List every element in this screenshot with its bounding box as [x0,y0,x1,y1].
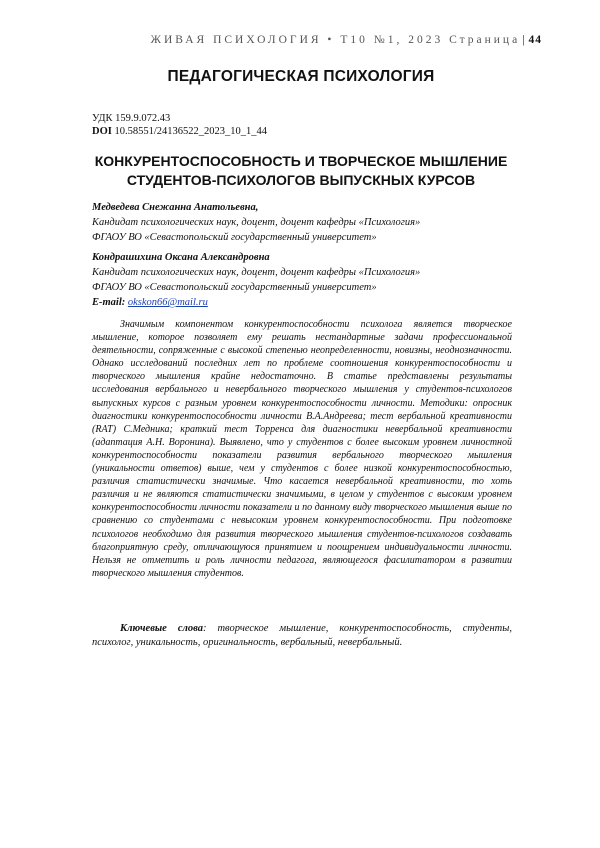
keywords-text: творческое мышление, конкурентоспособность, студенты, психолог, уникальность, оригинальность, вербальный, невербальный. [92,623,513,648]
keywords-colon: : [203,623,207,634]
article-title-line-2: СТУДЕНТОВ-ПСИХОЛОГОВ ВЫПУСКНЫХ КУРСОВ [126,172,476,188]
page-number: 44 [528,34,542,46]
author-affiliation: ФГАОУ ВО «Севастопольский государственный университет» [92,282,377,293]
keywords-label: Ключевые слова [120,623,203,634]
article-meta [92,112,267,138]
doi-line [92,125,267,138]
udk-code: УДК 159.9.072.43 [92,113,171,124]
section-title: ПЕДАГОГИЧЕСКАЯ ПСИХОЛОГИЯ [167,68,435,85]
email-link[interactable]: okskon66@mail.ru [127,297,208,308]
author-affiliation: ФГАОУ ВО «Севастопольский государственный университет» [92,232,377,243]
journal-name: ЖИВАЯ ПСИХОЛОГИЯ [150,34,322,46]
keywords-paragraph [92,622,512,649]
issue-info: Т10 №1, 2023 [340,34,444,46]
article-title-line-1: КОНКУРЕНТОСПОСОБНОСТЬ И ТВОРЧЕСКОЕ МЫШЛЕНИЕ [94,153,508,169]
author-block-2 [92,250,420,310]
author-position: Кандидат психологических наук, доцент, доцент кафедры «Психология» [92,267,421,278]
header-bullet: • [327,34,335,46]
email-label: E-mail: [92,297,126,308]
abstract-text: Значимым компонентом конкурентоспособности психолога является творческое мышление, которое позволяет ему решать нестандартные задачи профессиональной деятельности, сопряженные с высокой степенью неопределенности, новизны, неоднозначности. Однако исследований последних лет по проблеме соотношения конкурентоспособности и творческого мышления крайне недостаточно. В статье представлены результаты исследования вербального и невербального творческого мышления у студентов-психологов выпускных курсов с разным уровнем конкурентоспособности личности. Методики: опросник диагностики конкурентоспособности личности В.А.Андреева; тест вербальной креативности (RAT) С.Медника; краткий тест Торренса для диагностики невербальной креативности (адаптация А.Н. Воронина). Выявлено, что у студентов с более высоким уровнем личностной конкурентоспособности показатели развития вербального творческого мышления (уникальности ответов) выше, чем у студентов с более низкой конкурентоспособностью, различия статистически значимые. Что касается невербальной креативности, то хоть различия и не являются статистически значимыми, в целом у студентов с высоким уровнем конкурентоспособности личности показатели и по данному виду творческого мышления выше по сравнению со студентами с невысоким уровнем конкурентоспособности. При подготовке психологов необходимо для развития творческого мышления студентов-психологов создавать благоприятную среду, отличающуюся принятием и поощрением индивидуальности личности. Нельзя не отметить и роль личности педагога, являющегося фасилитатором в развитии творческого мышления студентов. [92,319,512,579]
author-name: Медведева Снежанна Анатольевна, [92,202,259,213]
author-email-line [92,295,420,310]
author-name: Кондрашихина Оксана Александровна [92,252,270,263]
doi-value: 10.58551/24136522_2023_10_1_44 [114,126,268,137]
author-block-1 [92,200,420,245]
header-separator: | [522,34,525,46]
article-title [60,152,542,190]
running-header [64,34,542,46]
author-position: Кандидат психологических наук, доцент, доцент кафедры «Психология» [92,217,421,228]
page-label: Страница [449,34,521,46]
doi-label: DOI [92,126,112,137]
